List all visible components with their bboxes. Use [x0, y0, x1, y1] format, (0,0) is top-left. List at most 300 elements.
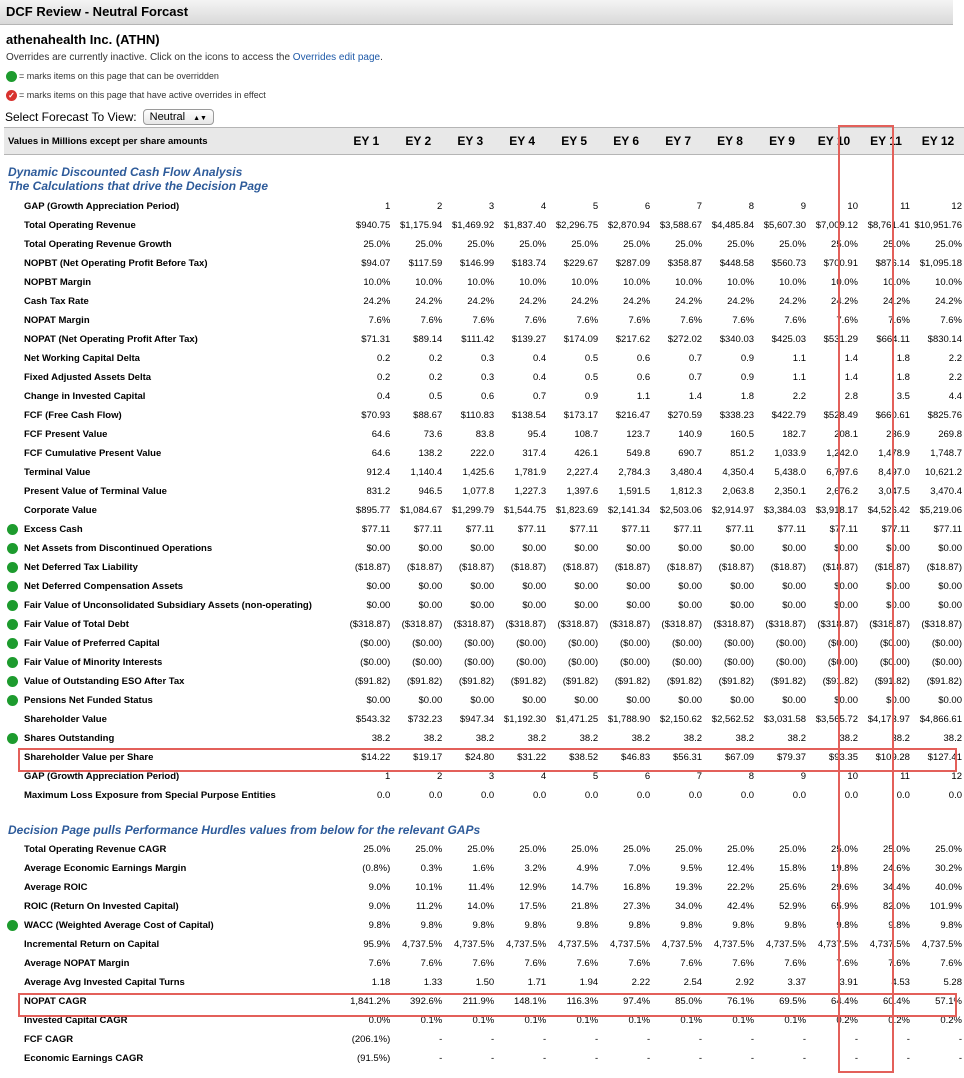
value-cell: 1,781.9	[514, 467, 547, 478]
value-cell: $2,870.94	[607, 220, 651, 231]
value-cell: 831.2	[366, 486, 391, 497]
table-row	[4, 558, 964, 577]
value-cell: $947.34	[459, 714, 495, 725]
row-label-text: Net Deferred Compensation Assets	[24, 581, 184, 592]
row-label	[4, 539, 340, 558]
value-cell: 9	[800, 201, 807, 212]
value-cell: $531.29	[823, 334, 858, 345]
value-cell: $1,095.18	[919, 258, 962, 269]
override-available-icon[interactable]	[7, 619, 18, 630]
table-row	[4, 1030, 964, 1049]
override-available-icon[interactable]	[7, 581, 18, 592]
value-cell: 12.9%	[519, 882, 547, 893]
value-cell: 9.8%	[940, 920, 962, 931]
spacer-cell	[4, 155, 964, 166]
value-cell: 7.6%	[888, 315, 910, 326]
value-cell: 2.8	[844, 391, 858, 402]
value-cell: 0.3	[480, 353, 495, 364]
green-circle-icon	[6, 71, 17, 82]
value-cell: $77.11	[569, 524, 599, 535]
value-cell: 9.5%	[680, 863, 703, 874]
value-cell: $0.00	[366, 600, 391, 611]
value-cell: $38.52	[569, 752, 599, 763]
value-cell: ($0.00)	[464, 657, 495, 668]
value-cell: ($0.00)	[671, 657, 703, 668]
row-label-text: Present Value of Terminal Value	[24, 486, 167, 497]
value-cell: ($0.00)	[775, 657, 807, 668]
value-cell: 3,470.4	[930, 486, 962, 497]
row-label-text: NOPAT CAGR	[24, 996, 87, 1007]
value-cell: 24.2%	[935, 296, 962, 307]
value-cell: 7.6%	[628, 958, 651, 969]
value-cell: ($318.87)	[505, 619, 547, 630]
value-cell: 10.0%	[831, 277, 858, 288]
value-cell: $0.00	[626, 695, 651, 706]
table-row	[4, 653, 964, 672]
row-label	[4, 973, 340, 992]
value-cell: 24.6%	[883, 863, 910, 874]
value-cell: $1,299.79	[451, 505, 495, 516]
row-label-text: NOPAT Margin	[24, 315, 90, 326]
value-cell: $0.00	[574, 695, 599, 706]
row-label	[4, 292, 340, 311]
override-available-icon[interactable]	[7, 920, 18, 931]
value-cell: $700.91	[823, 258, 858, 269]
value-cell: 10.1%	[415, 882, 443, 893]
override-available-icon[interactable]	[7, 543, 18, 554]
value-cell: 69.5%	[779, 996, 807, 1007]
value-cell: $0.00	[886, 600, 910, 611]
table-row	[4, 596, 964, 615]
overrides-note	[0, 48, 953, 67]
row-label-text: NOPBT (Net Operating Profit Before Tax)	[24, 258, 208, 269]
value-cell: 140.9	[678, 429, 703, 440]
value-cell: 85.0%	[675, 996, 703, 1007]
value-cell: $0.00	[418, 600, 443, 611]
spacer-row	[4, 155, 964, 166]
value-cell: $940.75	[355, 220, 391, 231]
row-label-text: Economic Earnings CAGR	[24, 1053, 144, 1064]
value-cell: 0.2	[377, 353, 391, 364]
value-cell: $0.00	[678, 581, 703, 592]
value-cell: $0.00	[418, 695, 443, 706]
value-cell: $448.58	[719, 258, 755, 269]
value-cell: 101.9%	[929, 901, 962, 912]
row-label-text: NOPAT (Net Operating Profit After Tax)	[24, 334, 198, 345]
row-label	[4, 520, 340, 539]
value-cell: 0.7	[532, 391, 547, 402]
legend-green	[0, 67, 953, 86]
value-cell: 25.6%	[779, 882, 807, 893]
column-header: EY 12	[912, 128, 964, 155]
value-cell: 3,047.5	[878, 486, 910, 497]
value-cell: 0.6	[480, 391, 495, 402]
value-cell: 0.1%	[420, 1015, 443, 1026]
value-cell: $77.11	[725, 524, 755, 535]
value-cell: 1.33	[423, 977, 443, 988]
override-available-icon[interactable]	[7, 600, 18, 611]
value-cell: ($91.82)	[874, 676, 910, 687]
table-row	[4, 786, 964, 805]
row-label-text: Net Assets from Discontinued Operations	[24, 543, 213, 554]
value-cell: $876.14	[875, 258, 910, 269]
value-cell: 10	[847, 201, 858, 212]
value-cell: $0.00	[522, 543, 547, 554]
value-cell: 25.0%	[779, 844, 807, 855]
row-label-text: Average Avg Invested Capital Turns	[24, 977, 185, 988]
value-cell: $111.42	[461, 334, 495, 345]
value-cell: 2.2	[792, 391, 807, 402]
value-cell: ($0.00)	[723, 638, 755, 649]
value-cell: $0.00	[574, 581, 599, 592]
row-label-text: Pensions Net Funded Status	[24, 695, 153, 706]
value-cell: $425.03	[771, 334, 807, 345]
override-available-icon[interactable]	[7, 657, 18, 668]
value-cell: 11.2%	[416, 901, 443, 912]
value-cell: $2,150.62	[659, 714, 703, 725]
table-row	[4, 254, 964, 273]
value-cell: $0.00	[574, 600, 599, 611]
value-cell: 25.0%	[415, 844, 443, 855]
dcf-table	[4, 127, 964, 1068]
row-label-text: GAP (Growth Appreciation Period)	[24, 771, 180, 782]
row-label	[4, 406, 340, 425]
value-cell: $0.00	[834, 581, 858, 592]
value-cell: 690.7	[678, 448, 703, 459]
value-cell: 97.4%	[623, 996, 651, 1007]
section-title: Decision Page pulls Performance Hurdles values from below for the relevant GAPs	[8, 823, 481, 837]
value-cell: $94.07	[361, 258, 391, 269]
value-cell: $229.67	[563, 258, 599, 269]
row-label	[4, 916, 340, 935]
value-cell: $0.00	[678, 600, 703, 611]
value-cell: $4,173.97	[867, 714, 910, 725]
column-header: EY 8	[704, 128, 756, 155]
value-cell: $0.00	[834, 600, 858, 611]
value-cell: 7.6%	[368, 315, 391, 326]
value-cell: 10.0%	[935, 277, 962, 288]
row-label	[4, 197, 340, 216]
value-cell: 9.8%	[680, 920, 703, 931]
value-cell: 25.0%	[935, 844, 962, 855]
value-cell: ($0.00)	[568, 657, 599, 668]
value-cell: 0.0	[532, 790, 547, 801]
value-cell: 17.5%	[519, 901, 547, 912]
value-cell: 317.4	[522, 448, 547, 459]
value-cell: ($91.82)	[614, 676, 651, 687]
value-cell: 1,397.6	[566, 486, 599, 497]
row-label	[4, 311, 340, 330]
value-cell: $732.23	[407, 714, 443, 725]
value-cell: 7.6%	[472, 315, 495, 326]
value-cell: 64.6	[371, 448, 391, 459]
value-cell: -	[543, 1053, 547, 1064]
row-label-text: Net Working Capital Delta	[24, 353, 140, 364]
value-cell: 0.4	[532, 353, 547, 364]
table-row	[4, 444, 964, 463]
value-cell: 83.8	[475, 429, 495, 440]
value-cell: ($0.00)	[464, 638, 495, 649]
override-available-icon[interactable]	[7, 638, 18, 649]
value-cell: 14.0%	[467, 901, 495, 912]
value-cell: 42.4%	[727, 901, 755, 912]
value-cell: $895.77	[355, 505, 391, 516]
value-cell: $0.00	[938, 600, 962, 611]
override-available-icon[interactable]	[7, 733, 18, 744]
value-cell: -	[854, 1034, 858, 1045]
value-cell: 24.2%	[883, 296, 910, 307]
row-label-text: WACC (Weighted Average Cost of Capital)	[24, 920, 214, 931]
value-cell: (0.8%)	[362, 863, 391, 874]
value-cell: ($0.00)	[723, 657, 755, 668]
value-cell: 38.2	[683, 733, 703, 744]
value-cell: 25.0%	[415, 239, 443, 250]
value-cell: 76.1%	[727, 996, 755, 1007]
value-cell: 8	[748, 771, 755, 782]
value-cell: 10.0%	[519, 277, 547, 288]
value-cell: ($91.82)	[822, 676, 858, 687]
value-cell: $1,837.40	[503, 220, 547, 231]
value-cell: 2.22	[631, 977, 651, 988]
value-cell: $0.00	[782, 543, 807, 554]
row-label	[4, 577, 340, 596]
row-label-text: Shares Outstanding	[24, 733, 115, 744]
value-cell: $660.61	[875, 410, 910, 421]
value-cell: $0.00	[730, 600, 755, 611]
row-label	[4, 653, 340, 672]
select-arrows-icon: ▲▼	[193, 115, 207, 122]
row-label	[4, 596, 340, 615]
table-row	[4, 615, 964, 634]
value-cell: -	[854, 1053, 858, 1064]
row-label-text: GAP (Growth Appreciation Period)	[24, 201, 180, 212]
value-cell: 0.2%	[940, 1015, 962, 1026]
forecast-select[interactable]	[143, 109, 214, 125]
value-cell: $0.00	[522, 581, 547, 592]
value-cell: $77.11	[465, 524, 495, 535]
value-cell: 3	[488, 771, 495, 782]
value-cell: ($91.82)	[926, 676, 962, 687]
value-cell: ($18.87)	[770, 562, 807, 573]
value-cell: 73.6	[423, 429, 443, 440]
value-cell: $146.99	[459, 258, 495, 269]
row-label-text: FCF Present Value	[24, 429, 108, 440]
value-cell: 7.6%	[680, 958, 703, 969]
value-cell: $217.62	[615, 334, 651, 345]
value-cell: ($91.82)	[406, 676, 443, 687]
value-cell: 25.0%	[571, 239, 599, 250]
value-cell: ($0.00)	[620, 657, 651, 668]
value-cell: 95.9%	[363, 939, 391, 950]
value-cell: 38.2	[579, 733, 599, 744]
window-title: DCF Review - Neutral Forcast	[0, 0, 953, 25]
value-cell: 5	[592, 771, 599, 782]
value-cell: ($318.87)	[921, 619, 962, 630]
value-cell: 4	[540, 201, 547, 212]
value-cell: $4,526.42	[867, 505, 910, 516]
value-cell: ($91.82)	[770, 676, 807, 687]
value-cell: ($318.87)	[349, 619, 391, 630]
value-cell: 1.4	[844, 353, 858, 364]
value-cell: 25.0%	[935, 239, 962, 250]
value-cell: 4,737.5%	[921, 939, 962, 950]
value-cell: ($18.87)	[406, 562, 443, 573]
value-cell: ($318.87)	[609, 619, 651, 630]
value-cell: ($0.00)	[516, 657, 547, 668]
value-cell: $0.00	[730, 695, 755, 706]
value-cell: $0.00	[782, 695, 807, 706]
value-cell: 9	[800, 771, 807, 782]
overrides-edit-link[interactable]: Overrides edit page	[292, 52, 381, 63]
override-available-icon[interactable]	[7, 524, 18, 535]
value-cell: $77.11	[881, 524, 910, 535]
value-cell: -	[439, 1053, 443, 1064]
table-row	[4, 463, 964, 482]
value-cell: $3,384.03	[763, 505, 807, 516]
value-cell: $77.11	[829, 524, 858, 535]
value-cell: $67.09	[724, 752, 755, 763]
value-cell: 60.4%	[883, 996, 910, 1007]
value-cell: $3,918.17	[815, 505, 858, 516]
value-cell: 24.2%	[623, 296, 651, 307]
row-label-text: Total Operating Revenue CAGR	[24, 844, 167, 855]
value-cell: (91.5%)	[357, 1053, 391, 1064]
value-cell: ($18.87)	[666, 562, 703, 573]
value-cell: ($0.00)	[879, 657, 910, 668]
value-cell: 108.7	[574, 429, 599, 440]
value-cell: 24.2%	[415, 296, 443, 307]
value-cell: 6	[644, 201, 651, 212]
table-row	[4, 501, 964, 520]
value-cell: $1,469.92	[451, 220, 495, 231]
row-label	[4, 634, 340, 653]
value-cell: 25.0%	[467, 844, 495, 855]
value-cell: 7.6%	[784, 958, 807, 969]
value-cell: 25.0%	[363, 239, 391, 250]
row-label-text: Average ROIC	[24, 882, 88, 893]
column-header: EY 4	[496, 128, 548, 155]
value-cell: $2,296.75	[555, 220, 599, 231]
table-row	[4, 729, 964, 748]
value-cell: 392.6%	[410, 996, 443, 1007]
row-label	[4, 1011, 340, 1030]
value-cell: 11.4%	[467, 882, 495, 893]
value-cell: 7.6%	[420, 958, 443, 969]
value-cell: 3	[488, 201, 495, 212]
value-cell: 9.8%	[888, 920, 910, 931]
row-label	[4, 330, 340, 349]
value-cell: $0.00	[366, 695, 391, 706]
value-cell: 25.0%	[519, 239, 547, 250]
override-available-icon[interactable]	[7, 676, 18, 687]
value-cell: $0.00	[730, 581, 755, 592]
value-cell: 851.2	[730, 448, 755, 459]
value-cell: 25.0%	[623, 239, 651, 250]
value-cell: $1,192.30	[503, 714, 547, 725]
value-cell: $79.37	[776, 752, 807, 763]
value-cell: ($91.82)	[666, 676, 703, 687]
overrides-text: Overrides are currently inactive. Click on the icons to access the	[6, 52, 293, 63]
value-cell: 25.0%	[571, 844, 599, 855]
table-row	[4, 368, 964, 387]
value-cell: $3,031.58	[763, 714, 807, 725]
table-row	[4, 197, 964, 216]
value-cell: 21.8%	[571, 901, 599, 912]
override-available-icon[interactable]	[7, 695, 18, 706]
value-cell: ($18.87)	[354, 562, 391, 573]
value-cell: $0.00	[782, 581, 807, 592]
table-row	[4, 916, 964, 935]
row-label	[4, 710, 340, 729]
value-cell: $1,084.67	[399, 505, 443, 516]
value-cell: 7	[696, 771, 703, 782]
value-cell: -	[646, 1034, 651, 1045]
row-label	[4, 254, 340, 273]
value-cell: $10,951.76	[914, 220, 962, 231]
value-cell: $0.00	[522, 695, 547, 706]
value-cell: 0.0	[584, 790, 599, 801]
value-cell: 9.8%	[524, 920, 547, 931]
legend-green-text: = marks items on this page that can be overridden	[19, 71, 219, 81]
value-cell: 38.2	[371, 733, 391, 744]
value-cell: 4,737.5%	[454, 939, 495, 950]
value-cell: 4,737.5%	[817, 939, 858, 950]
row-label-text: Cash Tax Rate	[24, 296, 89, 307]
table-row	[4, 897, 964, 916]
value-cell: 9.8%	[472, 920, 495, 931]
value-cell: ($18.87)	[718, 562, 755, 573]
value-cell: 0.3%	[420, 863, 443, 874]
row-label	[4, 444, 340, 463]
value-cell: 0.0	[948, 790, 962, 801]
value-cell: 0.1%	[524, 1015, 547, 1026]
override-available-icon[interactable]	[7, 562, 18, 573]
row-label-text: FCF Cumulative Present Value	[24, 448, 162, 459]
value-cell: $0.00	[886, 695, 910, 706]
value-cell: $0.00	[470, 600, 495, 611]
value-cell: 1.1	[636, 391, 651, 402]
column-header: EY 11	[860, 128, 912, 155]
value-cell: 25.0%	[467, 239, 495, 250]
value-cell: 9.8%	[732, 920, 755, 931]
row-label	[4, 482, 340, 501]
value-cell: 25.0%	[675, 239, 703, 250]
column-header: EY 7	[652, 128, 704, 155]
value-cell: 2	[436, 201, 443, 212]
forecast-selector	[0, 105, 953, 129]
row-label-text: Net Deferred Tax Liability	[24, 562, 138, 573]
value-cell: -	[646, 1053, 651, 1064]
value-cell: 0.5	[584, 372, 599, 383]
value-cell: $56.31	[673, 752, 703, 763]
value-cell: $24.80	[465, 752, 495, 763]
value-cell: ($18.87)	[926, 562, 962, 573]
dcf-table-container	[4, 127, 962, 1068]
value-cell: 7.6%	[628, 315, 651, 326]
value-cell: $0.00	[886, 581, 910, 592]
value-cell: 0.0	[377, 790, 391, 801]
row-label	[4, 558, 340, 577]
value-cell: ($91.82)	[354, 676, 391, 687]
value-cell: 25.0%	[831, 844, 858, 855]
row-label	[4, 748, 340, 767]
value-cell: 19.3%	[675, 882, 703, 893]
value-cell: 40.0%	[935, 882, 962, 893]
row-label-text: Incremental Return on Capital	[24, 939, 160, 950]
row-label	[4, 387, 340, 406]
value-cell: ($91.82)	[718, 676, 755, 687]
table-row	[4, 539, 964, 558]
